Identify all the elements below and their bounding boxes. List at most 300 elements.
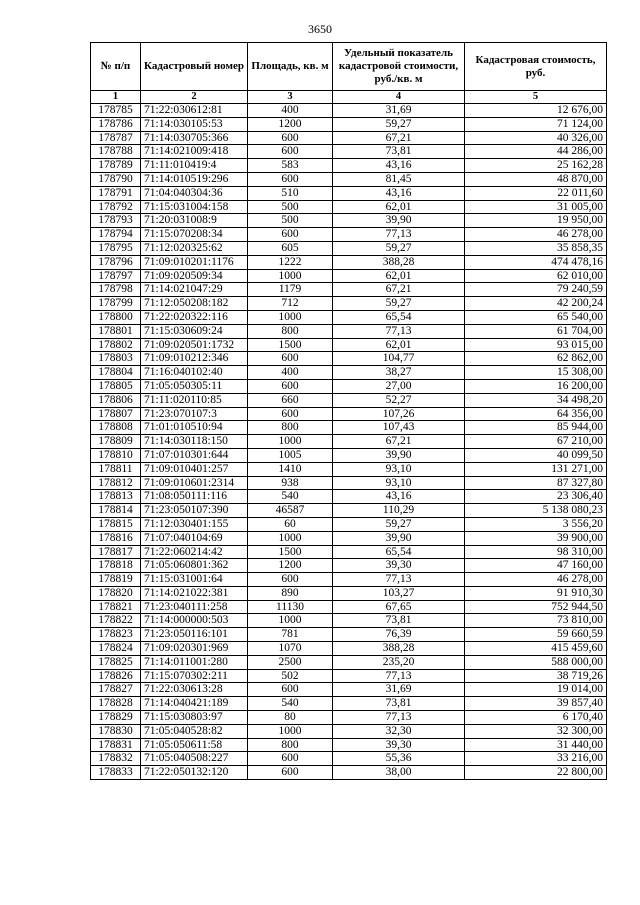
- unit-rate-cell: 55,36: [333, 752, 465, 766]
- unit-rate-cell: 32,30: [333, 724, 465, 738]
- row-number-cell: 178797: [91, 269, 141, 283]
- row-number-cell: 178822: [91, 614, 141, 628]
- row-number-cell: 178808: [91, 421, 141, 435]
- area-cell: 800: [248, 324, 333, 338]
- cadastral-number-cell: 71:15:070208:34: [141, 228, 248, 242]
- area-cell: 600: [248, 145, 333, 159]
- row-number-cell: 178818: [91, 559, 141, 573]
- cadastral-number-cell: 71:22:060214:42: [141, 545, 248, 559]
- table-row: [91, 310, 607, 324]
- area-cell: 600: [248, 752, 333, 766]
- cadastral-value-cell: 47 160,00: [465, 559, 607, 573]
- table-row: [91, 186, 607, 200]
- table-row: [91, 586, 607, 600]
- cadastral-value-cell: 64 356,00: [465, 407, 607, 421]
- unit-rate-cell: 73,81: [333, 697, 465, 711]
- cadastral-value-cell: 3 556,20: [465, 517, 607, 531]
- row-number-cell: 178831: [91, 738, 141, 752]
- unit-rate-cell: 67,21: [333, 435, 465, 449]
- row-number-cell: 178791: [91, 186, 141, 200]
- unit-rate-cell: 59,27: [333, 517, 465, 531]
- area-cell: 1070: [248, 642, 333, 656]
- unit-rate-cell: 81,45: [333, 172, 465, 186]
- cadastral-number-cell: 71:09:020301:969: [141, 642, 248, 656]
- area-cell: 1200: [248, 559, 333, 573]
- cadastral-value-table: [90, 42, 607, 780]
- unit-rate-cell: 43,16: [333, 490, 465, 504]
- row-number-cell: 178785: [91, 104, 141, 118]
- row-number-cell: 178806: [91, 393, 141, 407]
- table-row: [91, 531, 607, 545]
- header-cadastral-number: Кадастровый номер: [141, 43, 248, 91]
- cadastral-value-cell: 31 440,00: [465, 738, 607, 752]
- cadastral-number-cell: 71:14:030105:53: [141, 117, 248, 131]
- cadastral-value-cell: 67 210,00: [465, 435, 607, 449]
- row-number-cell: 178798: [91, 283, 141, 297]
- row-number-cell: 178787: [91, 131, 141, 145]
- header-unit-rate: Удельный показатель кадастровой стоимости, руб./кв. м: [333, 43, 465, 91]
- cadastral-value-cell: 46 278,00: [465, 573, 607, 587]
- cadastral-value-cell: 32 300,00: [465, 724, 607, 738]
- table-body: [91, 104, 607, 780]
- area-cell: 600: [248, 131, 333, 145]
- unit-rate-cell: 62,01: [333, 269, 465, 283]
- cadastral-value-cell: 474 478,16: [465, 255, 607, 269]
- cadastral-number-cell: 71:01:010510:94: [141, 421, 248, 435]
- unit-rate-cell: 77,13: [333, 573, 465, 587]
- cadastral-value-cell: 22 011,60: [465, 186, 607, 200]
- column-number: 2: [141, 91, 248, 104]
- area-cell: 712: [248, 297, 333, 311]
- row-number-cell: 178817: [91, 545, 141, 559]
- cadastral-number-cell: 71:22:050132:120: [141, 766, 248, 780]
- row-number-cell: 178801: [91, 324, 141, 338]
- cadastral-value-cell: 59 660,59: [465, 628, 607, 642]
- row-number-cell: 178810: [91, 448, 141, 462]
- table-row: [91, 655, 607, 669]
- unit-rate-cell: 93,10: [333, 462, 465, 476]
- cadastral-number-cell: 71:09:020501:1732: [141, 338, 248, 352]
- table-row: [91, 738, 607, 752]
- area-cell: 660: [248, 393, 333, 407]
- unit-rate-cell: 39,90: [333, 214, 465, 228]
- table-row: [91, 104, 607, 118]
- cadastral-number-cell: 71:23:050116:101: [141, 628, 248, 642]
- unit-rate-cell: 59,27: [333, 297, 465, 311]
- cadastral-number-cell: 71:14:021047:29: [141, 283, 248, 297]
- area-cell: 600: [248, 379, 333, 393]
- row-number-cell: 178788: [91, 145, 141, 159]
- table-header-row: [91, 43, 607, 91]
- row-number-cell: 178819: [91, 573, 141, 587]
- row-number-cell: 178828: [91, 697, 141, 711]
- cadastral-value-cell: 15 308,00: [465, 366, 607, 380]
- table-row: [91, 421, 607, 435]
- cadastral-value-cell: 46 278,00: [465, 228, 607, 242]
- table-row: [91, 628, 607, 642]
- area-cell: 600: [248, 352, 333, 366]
- column-number: 4: [333, 91, 465, 104]
- cadastral-number-cell: 71:11:010419:4: [141, 159, 248, 173]
- cadastral-number-cell: 71:14:010519:296: [141, 172, 248, 186]
- unit-rate-cell: 59,27: [333, 117, 465, 131]
- cadastral-value-cell: 752 944,50: [465, 600, 607, 614]
- cadastral-value-cell: 6 170,40: [465, 711, 607, 725]
- cadastral-value-cell: 5 138 080,23: [465, 504, 607, 518]
- cadastral-value-cell: 48 870,00: [465, 172, 607, 186]
- row-number-cell: 178826: [91, 669, 141, 683]
- cadastral-value-cell: 85 944,00: [465, 421, 607, 435]
- cadastral-value-cell: 38 719,26: [465, 669, 607, 683]
- row-number-cell: 178821: [91, 600, 141, 614]
- table-row: [91, 379, 607, 393]
- cadastral-number-cell: 71:14:011001:280: [141, 655, 248, 669]
- row-number-cell: 178833: [91, 766, 141, 780]
- area-cell: 938: [248, 476, 333, 490]
- cadastral-value-cell: 22 800,00: [465, 766, 607, 780]
- table-row: [91, 517, 607, 531]
- cadastral-number-cell: 71:11:020110:85: [141, 393, 248, 407]
- table-row: [91, 117, 607, 131]
- cadastral-number-cell: 71:23:070107:3: [141, 407, 248, 421]
- page-number: 3650: [308, 22, 332, 36]
- row-number-cell: 178799: [91, 297, 141, 311]
- cadastral-number-cell: 71:15:031001:64: [141, 573, 248, 587]
- area-cell: 1000: [248, 614, 333, 628]
- area-cell: 502: [248, 669, 333, 683]
- unit-rate-cell: 43,16: [333, 159, 465, 173]
- cadastral-number-cell: 71:15:031004:158: [141, 200, 248, 214]
- unit-rate-cell: 65,54: [333, 310, 465, 324]
- area-cell: 1000: [248, 435, 333, 449]
- table-row: [91, 683, 607, 697]
- cadastral-number-cell: 71:09:010201:1176: [141, 255, 248, 269]
- table-row: [91, 724, 607, 738]
- cadastral-value-cell: 23 306,40: [465, 490, 607, 504]
- table-row: [91, 669, 607, 683]
- cadastral-number-cell: 71:05:040508:227: [141, 752, 248, 766]
- cadastral-number-cell: 71:08:050111:116: [141, 490, 248, 504]
- row-number-cell: 178812: [91, 476, 141, 490]
- table-row: [91, 366, 607, 380]
- area-cell: 500: [248, 200, 333, 214]
- unit-rate-cell: 39,30: [333, 559, 465, 573]
- row-number-cell: 178815: [91, 517, 141, 531]
- header-cadastral-value: Кадастровая стоимость, руб.: [465, 43, 607, 91]
- unit-rate-cell: 67,65: [333, 600, 465, 614]
- area-cell: 600: [248, 172, 333, 186]
- cadastral-number-cell: 71:12:030401:155: [141, 517, 248, 531]
- unit-rate-cell: 77,13: [333, 324, 465, 338]
- cadastral-number-cell: 71:05:060801:362: [141, 559, 248, 573]
- area-cell: 1200: [248, 117, 333, 131]
- area-cell: 80: [248, 711, 333, 725]
- cadastral-number-cell: 71:20:031008:9: [141, 214, 248, 228]
- area-cell: 1500: [248, 338, 333, 352]
- table-row: [91, 324, 607, 338]
- cadastral-number-cell: 71:07:040104:69: [141, 531, 248, 545]
- unit-rate-cell: 67,21: [333, 283, 465, 297]
- row-number-cell: 178814: [91, 504, 141, 518]
- table-row: [91, 462, 607, 476]
- cadastral-number-cell: 71:09:010212:346: [141, 352, 248, 366]
- area-cell: 800: [248, 421, 333, 435]
- area-cell: 1005: [248, 448, 333, 462]
- cadastral-value-cell: 39 900,00: [465, 531, 607, 545]
- row-number-cell: 178811: [91, 462, 141, 476]
- row-number-cell: 178830: [91, 724, 141, 738]
- cadastral-number-cell: 71:23:040111:258: [141, 600, 248, 614]
- cadastral-value-cell: 87 327,80: [465, 476, 607, 490]
- cadastral-number-cell: 71:05:050611:58: [141, 738, 248, 752]
- column-number: 3: [248, 91, 333, 104]
- cadastral-value-cell: 62 862,00: [465, 352, 607, 366]
- table-row: [91, 283, 607, 297]
- table-row: [91, 255, 607, 269]
- row-number-cell: 178802: [91, 338, 141, 352]
- table-row: [91, 393, 607, 407]
- area-cell: 1000: [248, 531, 333, 545]
- table-row: [91, 559, 607, 573]
- cadastral-value-cell: 588 000,00: [465, 655, 607, 669]
- header-area: Площадь, кв. м: [248, 43, 333, 91]
- unit-rate-cell: 235,20: [333, 655, 465, 669]
- area-cell: 2500: [248, 655, 333, 669]
- table-row: [91, 448, 607, 462]
- table-row: [91, 504, 607, 518]
- table-row: [91, 200, 607, 214]
- row-number-cell: 178795: [91, 241, 141, 255]
- area-cell: 500: [248, 214, 333, 228]
- row-number-cell: 178789: [91, 159, 141, 173]
- cadastral-value-cell: 415 459,60: [465, 642, 607, 656]
- area-cell: 890: [248, 586, 333, 600]
- table-row: [91, 573, 607, 587]
- area-cell: 400: [248, 366, 333, 380]
- unit-rate-cell: 73,81: [333, 614, 465, 628]
- cadastral-number-cell: 71:22:030613:28: [141, 683, 248, 697]
- area-cell: 540: [248, 490, 333, 504]
- table-row: [91, 490, 607, 504]
- cadastral-number-cell: 71:04:040304:36: [141, 186, 248, 200]
- table-row: [91, 269, 607, 283]
- row-number-cell: 178832: [91, 752, 141, 766]
- cadastral-number-cell: 71:22:020322:116: [141, 310, 248, 324]
- area-cell: 1500: [248, 545, 333, 559]
- cadastral-number-cell: 71:14:040421:189: [141, 697, 248, 711]
- table-row: [91, 352, 607, 366]
- row-number-cell: 178813: [91, 490, 141, 504]
- row-number-cell: 178827: [91, 683, 141, 697]
- area-cell: 800: [248, 738, 333, 752]
- unit-rate-cell: 43,16: [333, 186, 465, 200]
- cadastral-number-cell: 71:12:020325:62: [141, 241, 248, 255]
- cadastral-number-cell: 71:14:030118:150: [141, 435, 248, 449]
- cadastral-value-cell: 93 015,00: [465, 338, 607, 352]
- column-number: 5: [465, 91, 607, 104]
- row-number-cell: 178793: [91, 214, 141, 228]
- cadastral-value-cell: 34 498,20: [465, 393, 607, 407]
- unit-rate-cell: 77,13: [333, 228, 465, 242]
- table-row: [91, 241, 607, 255]
- cadastral-value-cell: 40 099,50: [465, 448, 607, 462]
- table-row: [91, 600, 607, 614]
- cadastral-value-cell: 61 704,00: [465, 324, 607, 338]
- table-row: [91, 145, 607, 159]
- row-number-cell: 178794: [91, 228, 141, 242]
- table-row: [91, 338, 607, 352]
- area-cell: 1000: [248, 269, 333, 283]
- cadastral-value-cell: 91 910,30: [465, 586, 607, 600]
- row-number-cell: 178824: [91, 642, 141, 656]
- table-row: [91, 642, 607, 656]
- table-row: [91, 766, 607, 780]
- area-cell: 600: [248, 407, 333, 421]
- area-cell: 540: [248, 697, 333, 711]
- row-number-cell: 178807: [91, 407, 141, 421]
- unit-rate-cell: 77,13: [333, 711, 465, 725]
- cadastral-number-cell: 71:09:020509:34: [141, 269, 248, 283]
- area-cell: 1410: [248, 462, 333, 476]
- row-number-cell: 178786: [91, 117, 141, 131]
- cadastral-value-cell: 131 271,00: [465, 462, 607, 476]
- cadastral-value-cell: 79 240,59: [465, 283, 607, 297]
- cadastral-value-cell: 12 676,00: [465, 104, 607, 118]
- table-row: [91, 545, 607, 559]
- unit-rate-cell: 73,81: [333, 145, 465, 159]
- area-cell: 1179: [248, 283, 333, 297]
- unit-rate-cell: 59,27: [333, 241, 465, 255]
- area-cell: 46587: [248, 504, 333, 518]
- row-number-cell: 178816: [91, 531, 141, 545]
- unit-rate-cell: 31,69: [333, 104, 465, 118]
- row-number-cell: 178809: [91, 435, 141, 449]
- header-row-number: № п/п: [91, 43, 141, 91]
- area-cell: 1000: [248, 310, 333, 324]
- cadastral-value-cell: 31 005,00: [465, 200, 607, 214]
- area-cell: 600: [248, 573, 333, 587]
- area-cell: 605: [248, 241, 333, 255]
- cadastral-number-cell: 71:14:000000:503: [141, 614, 248, 628]
- row-number-cell: 178800: [91, 310, 141, 324]
- unit-rate-cell: 104,77: [333, 352, 465, 366]
- cadastral-value-cell: 25 162,28: [465, 159, 607, 173]
- column-number: 1: [91, 91, 141, 104]
- cadastral-value-cell: 44 286,00: [465, 145, 607, 159]
- row-number-cell: 178804: [91, 366, 141, 380]
- cadastral-value-cell: 39 857,40: [465, 697, 607, 711]
- cadastral-value-cell: 62 010,00: [465, 269, 607, 283]
- area-cell: 600: [248, 766, 333, 780]
- unit-rate-cell: 38,27: [333, 366, 465, 380]
- cadastral-value-cell: 35 858,35: [465, 241, 607, 255]
- unit-rate-cell: 38,00: [333, 766, 465, 780]
- table-row: [91, 159, 607, 173]
- unit-rate-cell: 93,10: [333, 476, 465, 490]
- cadastral-number-cell: 71:09:010401:257: [141, 462, 248, 476]
- cadastral-value-cell: 40 326,00: [465, 131, 607, 145]
- cadastral-value-cell: 42 200,24: [465, 297, 607, 311]
- table-row: [91, 614, 607, 628]
- unit-rate-cell: 62,01: [333, 338, 465, 352]
- area-cell: 600: [248, 683, 333, 697]
- table-row: [91, 172, 607, 186]
- unit-rate-cell: 39,90: [333, 531, 465, 545]
- cadastral-value-cell: 33 216,00: [465, 752, 607, 766]
- cadastral-number-cell: 71:23:050107:390: [141, 504, 248, 518]
- unit-rate-cell: 27,00: [333, 379, 465, 393]
- unit-rate-cell: 39,90: [333, 448, 465, 462]
- cadastral-value-cell: 73 810,00: [465, 614, 607, 628]
- row-number-cell: 178796: [91, 255, 141, 269]
- cadastral-value-cell: 16 200,00: [465, 379, 607, 393]
- area-cell: 1000: [248, 724, 333, 738]
- cadastral-number-cell: 71:15:070302:211: [141, 669, 248, 683]
- row-number-cell: 178790: [91, 172, 141, 186]
- cadastral-value-cell: 19 950,00: [465, 214, 607, 228]
- unit-rate-cell: 76,39: [333, 628, 465, 642]
- table-row: [91, 228, 607, 242]
- cadastral-value-cell: 19 014,00: [465, 683, 607, 697]
- unit-rate-cell: 103,27: [333, 586, 465, 600]
- cadastral-number-cell: 71:14:030705:366: [141, 131, 248, 145]
- row-number-cell: 178805: [91, 379, 141, 393]
- row-number-cell: 178820: [91, 586, 141, 600]
- cadastral-number-cell: 71:14:021009:418: [141, 145, 248, 159]
- cadastral-number-cell: 71:05:040528:82: [141, 724, 248, 738]
- area-cell: 781: [248, 628, 333, 642]
- row-number-cell: 178829: [91, 711, 141, 725]
- unit-rate-cell: 77,13: [333, 669, 465, 683]
- area-cell: 400: [248, 104, 333, 118]
- table-row: [91, 435, 607, 449]
- table-row: [91, 131, 607, 145]
- table-row: [91, 752, 607, 766]
- table-row: [91, 697, 607, 711]
- unit-rate-cell: 52,27: [333, 393, 465, 407]
- unit-rate-cell: 65,54: [333, 545, 465, 559]
- unit-rate-cell: 62,01: [333, 200, 465, 214]
- cadastral-number-cell: 71:14:021022:381: [141, 586, 248, 600]
- table-row: [91, 214, 607, 228]
- cadastral-value-cell: 71 124,00: [465, 117, 607, 131]
- unit-rate-cell: 67,21: [333, 131, 465, 145]
- area-cell: 1222: [248, 255, 333, 269]
- table-row: [91, 476, 607, 490]
- cadastral-number-cell: 71:07:010301:644: [141, 448, 248, 462]
- cadastral-number-cell: 71:09:010601:2314: [141, 476, 248, 490]
- unit-rate-cell: 107,26: [333, 407, 465, 421]
- area-cell: 583: [248, 159, 333, 173]
- row-number-cell: 178803: [91, 352, 141, 366]
- row-number-cell: 178792: [91, 200, 141, 214]
- unit-rate-cell: 39,30: [333, 738, 465, 752]
- cadastral-number-cell: 71:22:030612:81: [141, 104, 248, 118]
- unit-rate-cell: 31,69: [333, 683, 465, 697]
- unit-rate-cell: 388,28: [333, 642, 465, 656]
- cadastral-number-cell: 71:16:040102:40: [141, 366, 248, 380]
- cadastral-value-cell: 65 540,00: [465, 310, 607, 324]
- cadastral-number-cell: 71:12:050208:182: [141, 297, 248, 311]
- area-cell: 11130: [248, 600, 333, 614]
- table-row: [91, 711, 607, 725]
- table-row: [91, 297, 607, 311]
- unit-rate-cell: 110,29: [333, 504, 465, 518]
- cadastral-number-cell: 71:15:030609:24: [141, 324, 248, 338]
- row-number-cell: 178825: [91, 655, 141, 669]
- area-cell: 600: [248, 228, 333, 242]
- cadastral-number-cell: 71:15:030803:97: [141, 711, 248, 725]
